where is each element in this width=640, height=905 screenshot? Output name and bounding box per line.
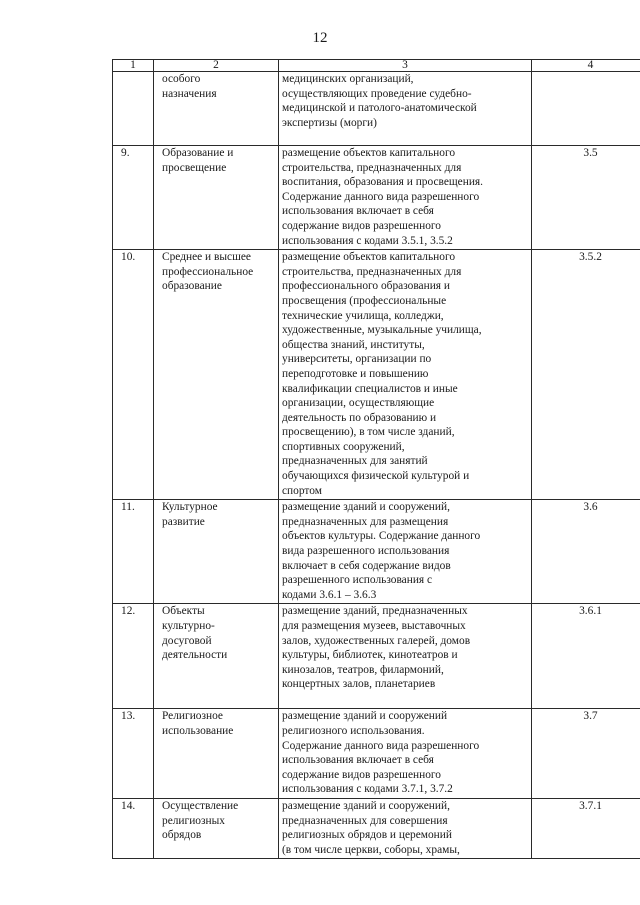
use-type-name: Среднее и высшее профессиональное образование	[154, 250, 279, 500]
header-cell-4: 4	[532, 60, 640, 72]
use-type-description: размещение зданий и сооружений, предназначенных для размещения объектов культуры. Содержание данного вида разрешенного использования включает в себя содержание видов разрешенного использования с кодами 3.6.1 – 3.6.3	[279, 500, 532, 604]
use-type-code: 3.6	[532, 500, 640, 604]
header-cell-3: 3	[279, 60, 532, 72]
row-number: 14.	[113, 798, 154, 858]
header-cell-1: 1	[113, 60, 154, 72]
use-type-name: Образование и просвещение	[154, 146, 279, 250]
row-number: 9.	[113, 146, 154, 250]
land-use-table	[112, 59, 640, 859]
row-number: 13.	[113, 709, 154, 799]
use-type-description: размещение объектов капитального строительства, предназначенных для воспитания, образования и просвещения. Содержание данного вида разрешенного использования включает в себя содержание видов разрешенного использования с кодами 3.5.1, 3.5.2	[279, 146, 532, 250]
use-type-name: особого назначения	[154, 72, 279, 146]
table-row	[113, 798, 640, 858]
use-type-code	[532, 72, 640, 146]
table-header-row	[113, 60, 640, 72]
table-row	[113, 604, 640, 709]
row-number	[113, 72, 154, 146]
table-row	[113, 250, 640, 500]
header-cell-2: 2	[154, 60, 279, 72]
use-type-name: Осуществление религиозных обрядов	[154, 798, 279, 858]
use-type-name: Объекты культурно- досуговой деятельности	[154, 604, 279, 709]
use-type-description: размещение зданий и сооружений, предназначенных для совершения религиозных обрядов и церемоний (в том числе церкви, соборы, храмы,	[279, 798, 532, 858]
use-type-name: Религиозное использование	[154, 709, 279, 799]
use-type-code: 3.5	[532, 146, 640, 250]
use-type-description: размещение зданий, предназначенных для размещения музеев, выставочных залов, художественных галерей, домов культуры, библиотек, кинотеатров и кинозалов, театров, филармоний, концертных залов, планетариев	[279, 604, 532, 709]
use-type-code: 3.7.1	[532, 798, 640, 858]
use-type-name: Культурное развитие	[154, 500, 279, 604]
table-row	[113, 500, 640, 604]
table-row	[113, 72, 640, 146]
row-number: 12.	[113, 604, 154, 709]
table-row	[113, 709, 640, 799]
row-number: 11.	[113, 500, 154, 604]
page-number: 12	[312, 30, 328, 46]
use-type-description: размещение объектов капитального строительства, предназначенных для профессионального образования и просвещения (профессиональные технические училища, колледжи, художественные, музыкальные училища, общества знаний, институты, университеты, организации по переподготовке и повышению квалификации специалистов и иные организации, осуществляющие деятельность по образованию и просвещению), в том числе зданий, спортивных сооружений, предназначенных для занятий обучающихся физической культурой и спортом	[279, 250, 532, 500]
use-type-description: медицинских организаций, осуществляющих проведение судебно- медицинской и патолого-анатомической экспертизы (морги)	[279, 72, 532, 146]
use-type-code: 3.6.1	[532, 604, 640, 709]
row-number: 10.	[113, 250, 154, 500]
use-type-code: 3.7	[532, 709, 640, 799]
table-row	[113, 146, 640, 250]
use-type-code: 3.5.2	[532, 250, 640, 500]
use-type-description: размещение зданий и сооружений религиозного использования. Содержание данного вида разрешенного использования включает в себя содержание видов разрешенного использования с кодами 3.7.1, 3.7.2	[279, 709, 532, 799]
